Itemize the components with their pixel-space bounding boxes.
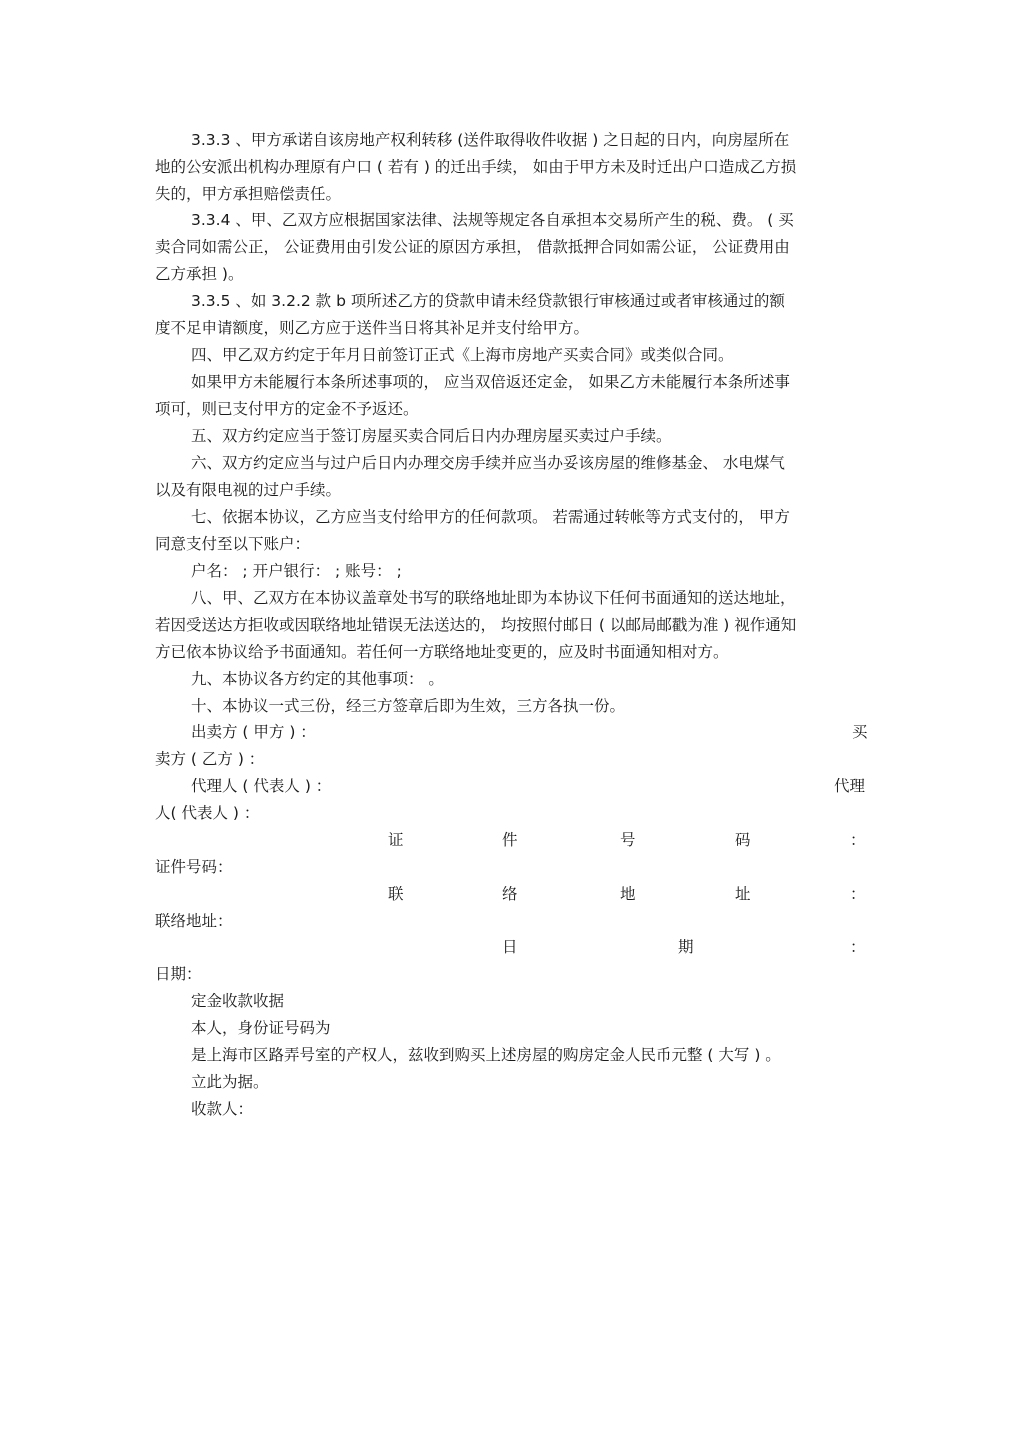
text-line: 立此为据。 — [191, 1073, 269, 1091]
text-line: 同意支付至以下账户： — [155, 535, 311, 553]
id-number-char: 件 — [502, 831, 518, 849]
text-line: 3.3.5 、如 3.2.2 款 b 项所述乙方的贷款申请未经贷款银行审核通过或者审核通过的额 — [191, 292, 785, 310]
payee-label: 收款人： — [191, 1100, 254, 1118]
buyer-label-end: 卖方 ( 乙方 ) ： — [155, 750, 265, 768]
text-line: 失的，甲方承担赔偿责任。 — [155, 185, 342, 203]
date-char: 期 — [678, 938, 694, 956]
text-line: 3.3.3 、甲方承诺自该房地产权利转移 (送件取得收件收据 ) 之日起的日内，向房屋所在 — [191, 131, 790, 149]
text-line: 方已依本协议给予书面通知。若任何一方联络地址变更的，应及时书面通知相对方。 — [155, 643, 729, 661]
address-label: 联络地址： — [155, 912, 233, 930]
date-char: 日 — [502, 938, 518, 956]
date-label: 日期： — [155, 965, 202, 983]
text-line: 七、依据本协议，乙方应当支付给甲方的任何款项。 若需通过转帐等方式支付的， 甲方 — [191, 508, 790, 526]
id-number-char: 码 — [735, 831, 751, 849]
agent-label: 代理人 ( 代表人 ) ： — [191, 777, 332, 795]
address-char: 址 — [735, 885, 751, 903]
agent-label-start: 代理 — [834, 777, 866, 795]
text-line: 八、甲、乙双方在本协议盖章处书写的联络地址即为本协议下任何书面通知的送达地址， — [191, 589, 796, 607]
text-line: 以及有限电视的过户手续。 — [155, 481, 342, 499]
text-line: 四、甲乙双方约定于年月日前签订正式《上海市房地产买卖合同》或类似合同。 — [191, 346, 734, 364]
buyer-label-start: 买 — [852, 723, 868, 741]
address-char: 络 — [502, 885, 518, 903]
date-colon: ： — [850, 938, 866, 956]
text-line: 九、本协议各方约定的其他事项： 。 — [191, 670, 444, 688]
address-colon: ： — [850, 885, 866, 903]
text-line: 六、双方约定应当与过户后日内办理交房手续并应当办妥该房屋的维修基金、 水电煤气 — [191, 454, 785, 472]
text-line: 是上海市区路弄号室的产权人，兹收到购买上述房屋的购房定金人民币元整 ( 大写 ) 。 — [191, 1046, 781, 1064]
text-line: 项可，则已支付甲方的定金不予返还。 — [155, 400, 419, 418]
text-line: 如果甲方未能履行本条所述事项的， 应当双倍返还定金， 如果乙方未能履行本条所述事 — [191, 373, 790, 391]
id-number-char: 号 — [620, 831, 636, 849]
text-line: 乙方承担 )。 — [155, 265, 244, 283]
address-char: 联 — [388, 885, 404, 903]
receipt-title: 定金收款收据 — [191, 992, 285, 1010]
text-line: 本人，身份证号码为 — [191, 1019, 331, 1037]
id-number-label: 证件号码： — [155, 858, 233, 876]
text-line: 户名： ; 开户银行： ; 账号： ; — [191, 562, 402, 580]
seller-label: 出卖方 ( 甲方 ) ： — [191, 723, 316, 741]
id-number-char: 证 — [388, 831, 404, 849]
agent-label-end: 人( 代表人 ) ： — [155, 804, 260, 822]
text-line: 卖合同如需公正， 公证费用由引发公证的原因方承担， 借款抵押合同如需公证， 公证费用由 — [155, 238, 790, 256]
text-line: 五、双方约定应当于签订房屋买卖合同后日内办理房屋买卖过户手续。 — [191, 427, 672, 445]
id-number-colon: ： — [850, 831, 866, 849]
text-line: 十、本协议一式三份，经三方签章后即为生效，三方各执一份。 — [191, 697, 626, 715]
text-line: 若因受送达方拒收或因联络地址错误无法送达的， 均按照付邮日 ( 以邮局邮戳为准 ) 视作通知 — [155, 616, 797, 634]
text-line: 度不足申请额度，则乙方应于送件当日将其补足并支付给甲方。 — [155, 319, 590, 337]
address-char: 地 — [620, 885, 636, 903]
text-line: 3.3.4 、甲、乙双方应根据国家法律、法规等规定各自承担本交易所产生的税、费。 ( 买 — [191, 211, 794, 229]
text-line: 地的公安派出机构办理原有户口 ( 若有 ) 的迁出手续， 如由于甲方未及时迁出户口造成乙方损 — [155, 158, 797, 176]
